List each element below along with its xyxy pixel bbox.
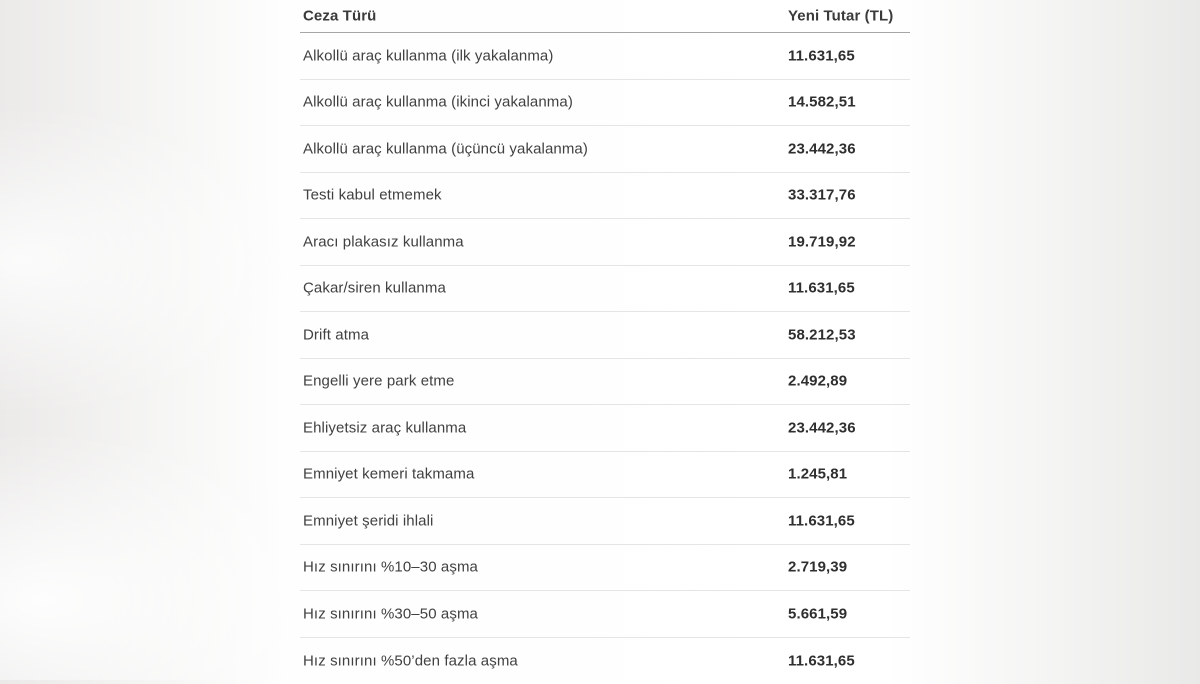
row-label: Emniyet şeridi ihlali [303, 512, 433, 529]
table-row [300, 80, 910, 127]
column-header-ceza-turu: Ceza Türü [303, 8, 376, 25]
row-label: Testi kabul etmemek [303, 187, 442, 204]
table-row [300, 126, 910, 173]
table-row [300, 591, 910, 638]
row-amount: 14.582,51 [788, 94, 856, 111]
row-amount: 5.661,59 [788, 605, 847, 622]
row-amount: 11.631,65 [788, 280, 855, 297]
row-amount: 11.631,65 [788, 652, 855, 669]
row-amount: 33.317,76 [788, 187, 856, 204]
row-label: Alkollü araç kullanma (ilk yakalanma) [303, 47, 553, 64]
row-label: Alkollü araç kullanma (üçüncü yakalanma) [303, 140, 588, 157]
table-row [300, 33, 910, 80]
column-header-yeni-tutar: Yeni Tutar (TL) [788, 8, 893, 25]
table-row [300, 452, 910, 499]
table-row [300, 219, 910, 266]
table-row [300, 266, 910, 313]
row-amount: 2.719,39 [788, 559, 847, 576]
table-header-row [300, 0, 910, 33]
row-label: Emniyet kemeri takmama [303, 466, 474, 483]
row-amount: 11.631,65 [788, 47, 855, 64]
row-label: Hız sınırını %10–30 aşma [303, 559, 478, 576]
row-amount: 2.492,89 [788, 373, 847, 390]
table-row [300, 498, 910, 545]
row-label: Hız sınırını %30–50 aşma [303, 605, 478, 622]
row-amount: 23.442,36 [788, 419, 856, 436]
row-label: Engelli yere park etme [303, 373, 454, 390]
table-row [300, 173, 910, 220]
row-label: Ehliyetsiz araç kullanma [303, 419, 466, 436]
row-label: Alkollü araç kullanma (ikinci yakalanma) [303, 94, 573, 111]
table-row [300, 359, 910, 406]
row-label: Hız sınırını %50’den fazla aşma [303, 652, 518, 669]
row-amount: 1.245,81 [788, 466, 847, 483]
table-row [300, 312, 910, 359]
row-label: Aracı plakasız kullanma [303, 233, 464, 250]
row-label: Çakar/siren kullanma [303, 280, 446, 297]
row-amount: 58.212,53 [788, 326, 856, 343]
row-label: Drift atma [303, 326, 369, 343]
row-amount: 11.631,65 [788, 512, 855, 529]
table-row [300, 638, 910, 684]
fine-table [300, 0, 910, 684]
row-amount: 23.442,36 [788, 140, 856, 157]
table-row [300, 545, 910, 592]
table-row [300, 405, 910, 452]
row-amount: 19.719,92 [788, 233, 856, 250]
